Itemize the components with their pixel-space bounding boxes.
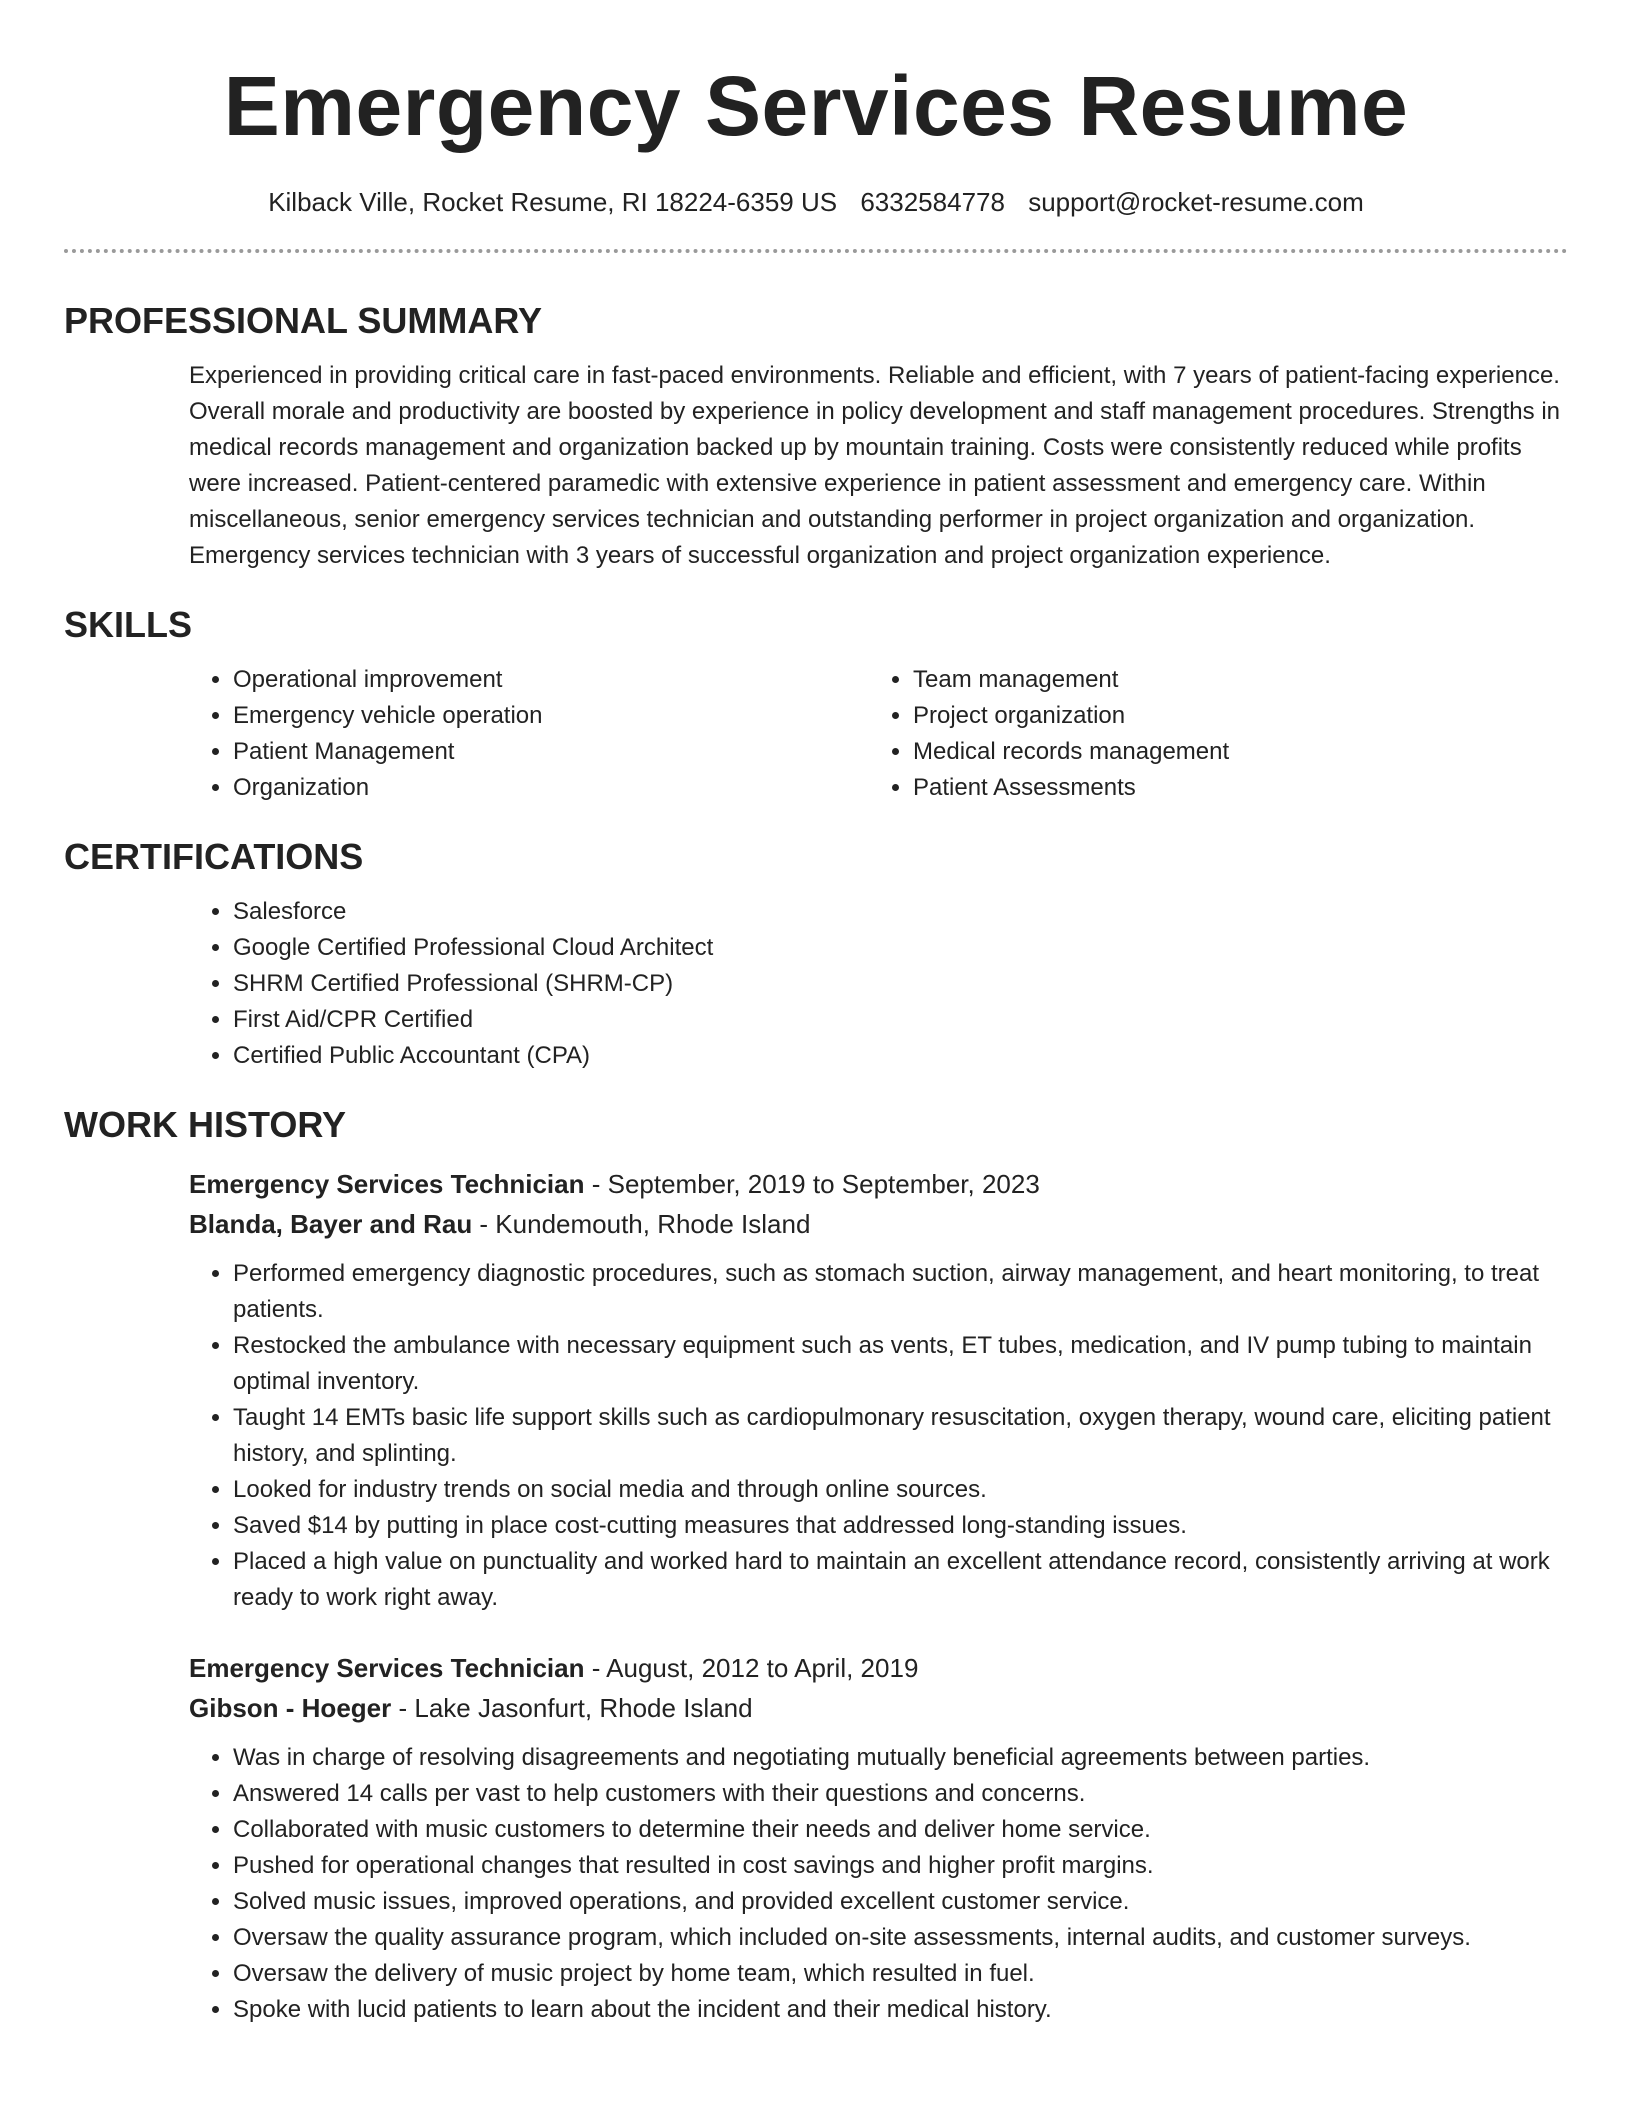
job-company-line [189,1688,1568,1728]
skills-section [64,594,1568,806]
job-bullet: • Pushed for operational changes that resulted in cost savings and higher profit margins. [233,1848,1568,1884]
jobs-list [189,1164,1568,2028]
job-bullet: • Restocked the ambulance with necessary equipment such as vents, ET tubes, medication, and IV pump tubing to maintain optimal inventory. [233,1328,1568,1400]
job-bullet: • Oversaw the delivery of music project by home team, which resulted in fuel. [233,1956,1568,1992]
contact-line [0,182,1632,222]
skill-item: • Emergency vehicle operation [233,698,869,734]
job-bullet: • Spoke with lucid patients to learn about the incident and their medical history. [233,1992,1568,2028]
contact-email[interactable]: support@rocket-resume.com [1028,187,1364,217]
job-bullet: • Oversaw the quality assurance program, which included on-site assessments, internal audits, and customer surveys. [233,1920,1568,1956]
contact-address: Kilback Ville, Rocket Resume, RI 18224-6359 US [268,187,838,217]
job-role: Emergency Services Technician [189,1169,585,1199]
job-bullet: • Saved $14 by putting in place cost-cutting measures that addressed long-standing issues. [233,1508,1568,1544]
job-company-line [189,1204,1568,1244]
skill-item: • Patient Management [233,734,869,770]
job-bullet: • Solved music issues, improved operations, and provided excellent customer service. [233,1884,1568,1920]
summary-section [64,290,1568,574]
skills-list-left [189,662,869,806]
job-bullet: • Performed emergency diagnostic procedures, such as stomach suction, airway management, and heart monitoring, to treat patients. [233,1256,1568,1328]
resume-content [64,290,1568,2060]
job-dates: - August, 2012 to April, 2019 [584,1653,919,1683]
job-entry [189,1648,1568,2028]
job-entry [189,1164,1568,1616]
job-bullet: • Placed a high value on punctuality and worked hard to maintain an excellent attendance record, consistently arriving at work ready to work right away. [233,1544,1568,1616]
job-company: Gibson - Hoeger [189,1693,392,1723]
skills-grid [189,662,1568,806]
work-history-heading: WORK HISTORY [64,1104,347,1145]
job-bullet: • Looked for industry trends on social media and through online sources. [233,1472,1568,1508]
job-company: Blanda, Bayer and Rau [189,1209,473,1239]
job-location: - Lake Jasonfurt, Rhode Island [391,1693,753,1723]
contact-phone: 6332584778 [860,187,1005,217]
job-bullet: • Taught 14 EMTs basic life support skills such as cardiopulmonary resuscitation, oxygen therapy, wound care, eliciting patient history, and splinting. [233,1400,1568,1472]
job-bullets [189,1256,1568,1616]
certification-item: • First Aid/CPR Certified [233,1002,1568,1038]
skills-list-right [869,662,1568,806]
skill-item: • Operational improvement [233,662,869,698]
certification-item: • Google Certified Professional Cloud Architect [233,930,1568,966]
job-dates: - September, 2019 to September, 2023 [584,1169,1040,1199]
job-bullet: • Answered 14 calls per vast to help customers with their questions and concerns. [233,1776,1568,1812]
skill-item: • Organization [233,770,869,806]
certifications-heading: CERTIFICATIONS [64,836,364,877]
job-bullet: • Collaborated with music customers to determine their needs and deliver home service. [233,1812,1568,1848]
certifications-section [64,826,1568,1074]
skill-item: • Medical records management [913,734,1568,770]
job-role: Emergency Services Technician [189,1653,585,1683]
summary-heading: PROFESSIONAL SUMMARY [64,300,543,341]
skill-item: • Patient Assessments [913,770,1568,806]
resume-title: Emergency Services Resume [223,59,1409,153]
job-bullets [189,1740,1568,2028]
certification-item: • Salesforce [233,894,1568,930]
skill-item: • Team management [913,662,1568,698]
job-bullet: • Was in charge of resolving disagreements and negotiating mutually beneficial agreements between parties. [233,1740,1568,1776]
job-title-line [189,1648,1568,1688]
header-divider [64,249,1568,253]
skill-item: • Project organization [913,698,1568,734]
summary-text: Experienced in providing critical care in fast-paced environments. Reliable and efficient, with 7 years of patient-facing experience. Overall morale and productivity are boosted by experience in policy development and staff management procedures. Strengths in medical records management and organization backed up by mountain training. Costs were consistently reduced while profits were increased. Patient-centered paramedic with extensive experience in patient assessment and emergency care. Within miscellaneous, senior emergency services technician and outstanding performer in project organization and organization. Emergency services technician with 3 years of successful organization and project organization experience. [189,362,1560,569]
skills-heading: SKILLS [64,604,193,645]
work-history-section [64,1094,1568,2028]
certification-item: • SHRM Certified Professional (SHRM-CP) [233,966,1568,1002]
job-location: - Kundemouth, Rhode Island [472,1209,811,1239]
certifications-list [189,894,1568,1074]
certification-item: • Certified Public Accountant (CPA) [233,1038,1568,1074]
job-title-line [189,1164,1568,1204]
